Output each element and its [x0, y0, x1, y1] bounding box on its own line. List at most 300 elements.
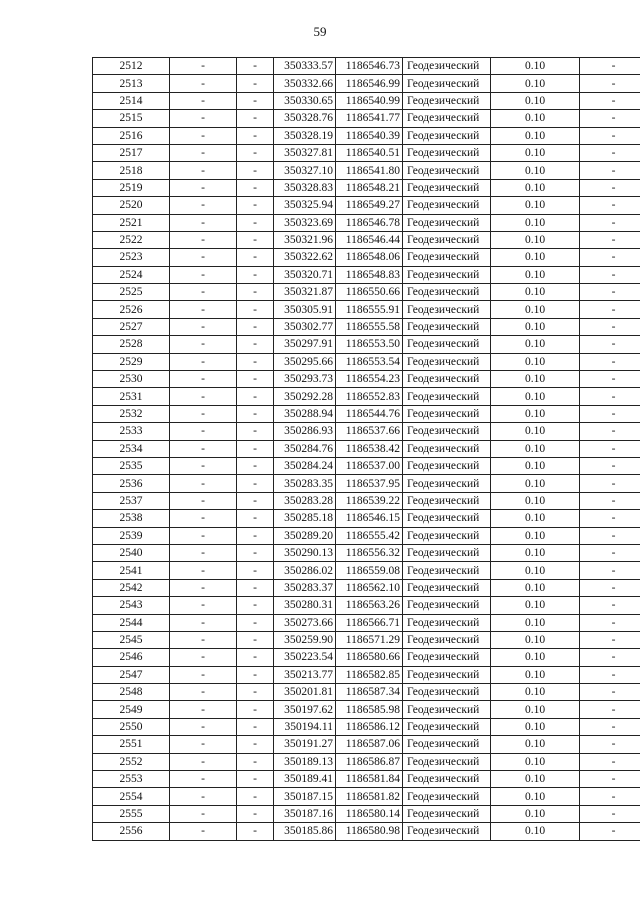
table-row: [93, 457, 640, 474]
table-row: [93, 179, 640, 196]
col2-cell: -: [170, 614, 237, 631]
method-cell: Геодезический: [403, 423, 491, 440]
last-col-cell: -: [580, 631, 640, 648]
accuracy-cell: 0.10: [491, 92, 580, 109]
method-cell: Геодезический: [403, 718, 491, 735]
table-row: [93, 492, 640, 509]
y-coordinate-cell: 1186555.58: [336, 318, 403, 335]
x-coordinate-cell: 350283.37: [274, 579, 336, 596]
y-coordinate-cell: 1186538.42: [336, 440, 403, 457]
col3-cell: -: [237, 214, 274, 231]
accuracy-cell: 0.10: [491, 475, 580, 492]
point-number-cell: 2524: [93, 266, 170, 283]
x-coordinate-cell: 350332.66: [274, 75, 336, 92]
table-row: [93, 423, 640, 440]
x-coordinate-cell: 350297.91: [274, 336, 336, 353]
point-number-cell: 2530: [93, 371, 170, 388]
col2-cell: -: [170, 771, 237, 788]
point-number-cell: 2518: [93, 162, 170, 179]
x-coordinate-cell: 350333.57: [274, 58, 336, 75]
col2-cell: -: [170, 336, 237, 353]
col3-cell: -: [237, 336, 274, 353]
table-row: [93, 475, 640, 492]
table-row: [93, 110, 640, 127]
last-col-cell: -: [580, 249, 640, 266]
x-coordinate-cell: 350328.83: [274, 179, 336, 196]
col3-cell: -: [237, 614, 274, 631]
point-number-cell: 2556: [93, 823, 170, 840]
col3-cell: -: [237, 58, 274, 75]
method-cell: Геодезический: [403, 301, 491, 318]
col3-cell: -: [237, 684, 274, 701]
col2-cell: -: [170, 805, 237, 822]
last-col-cell: -: [580, 718, 640, 735]
y-coordinate-cell: 1186537.95: [336, 475, 403, 492]
method-cell: Геодезический: [403, 231, 491, 248]
y-coordinate-cell: 1186553.50: [336, 336, 403, 353]
accuracy-cell: 0.10: [491, 631, 580, 648]
col2-cell: -: [170, 823, 237, 840]
point-number-cell: 2543: [93, 597, 170, 614]
method-cell: Геодезический: [403, 440, 491, 457]
accuracy-cell: 0.10: [491, 492, 580, 509]
point-number-cell: 2541: [93, 562, 170, 579]
col2-cell: -: [170, 527, 237, 544]
table-row: [93, 353, 640, 370]
table-row: [93, 631, 640, 648]
last-col-cell: -: [580, 579, 640, 596]
col3-cell: -: [237, 197, 274, 214]
point-number-cell: 2525: [93, 284, 170, 301]
method-cell: Геодезический: [403, 144, 491, 161]
last-col-cell: -: [580, 127, 640, 144]
method-cell: Геодезический: [403, 544, 491, 561]
col2-cell: -: [170, 110, 237, 127]
y-coordinate-cell: 1186559.08: [336, 562, 403, 579]
point-number-cell: 2512: [93, 58, 170, 75]
method-cell: Геодезический: [403, 510, 491, 527]
col2-cell: -: [170, 544, 237, 561]
point-number-cell: 2547: [93, 666, 170, 683]
y-coordinate-cell: 1186581.82: [336, 788, 403, 805]
y-coordinate-cell: 1186544.76: [336, 405, 403, 422]
col3-cell: -: [237, 597, 274, 614]
last-col-cell: -: [580, 527, 640, 544]
point-number-cell: 2526: [93, 301, 170, 318]
col2-cell: -: [170, 162, 237, 179]
x-coordinate-cell: 350305.91: [274, 301, 336, 318]
y-coordinate-cell: 1186582.85: [336, 666, 403, 683]
x-coordinate-cell: 350321.96: [274, 231, 336, 248]
col2-cell: -: [170, 510, 237, 527]
col3-cell: -: [237, 510, 274, 527]
last-col-cell: -: [580, 805, 640, 822]
col3-cell: -: [237, 284, 274, 301]
col2-cell: -: [170, 492, 237, 509]
col2-cell: -: [170, 753, 237, 770]
last-col-cell: -: [580, 440, 640, 457]
accuracy-cell: 0.10: [491, 527, 580, 544]
last-col-cell: -: [580, 197, 640, 214]
table-row: [93, 597, 640, 614]
method-cell: Геодезический: [403, 631, 491, 648]
y-coordinate-cell: 1186580.14: [336, 805, 403, 822]
accuracy-cell: 0.10: [491, 510, 580, 527]
x-coordinate-cell: 350191.27: [274, 736, 336, 753]
last-col-cell: -: [580, 823, 640, 840]
point-number-cell: 2553: [93, 771, 170, 788]
col3-cell: -: [237, 718, 274, 735]
point-number-cell: 2540: [93, 544, 170, 561]
point-number-cell: 2552: [93, 753, 170, 770]
y-coordinate-cell: 1186566.71: [336, 614, 403, 631]
method-cell: Геодезический: [403, 110, 491, 127]
accuracy-cell: 0.10: [491, 58, 580, 75]
col2-cell: -: [170, 231, 237, 248]
point-number-cell: 2542: [93, 579, 170, 596]
accuracy-cell: 0.10: [491, 544, 580, 561]
point-number-cell: 2523: [93, 249, 170, 266]
point-number-cell: 2521: [93, 214, 170, 231]
col3-cell: -: [237, 440, 274, 457]
col3-cell: -: [237, 457, 274, 474]
col2-cell: -: [170, 75, 237, 92]
last-col-cell: -: [580, 788, 640, 805]
last-col-cell: -: [580, 614, 640, 631]
coordinates-table-body: [93, 58, 640, 841]
accuracy-cell: 0.10: [491, 440, 580, 457]
accuracy-cell: 0.10: [491, 457, 580, 474]
col2-cell: -: [170, 788, 237, 805]
accuracy-cell: 0.10: [491, 562, 580, 579]
y-coordinate-cell: 1186550.66: [336, 284, 403, 301]
accuracy-cell: 0.10: [491, 127, 580, 144]
last-col-cell: -: [580, 75, 640, 92]
col3-cell: -: [237, 92, 274, 109]
method-cell: Геодезический: [403, 457, 491, 474]
method-cell: Геодезический: [403, 492, 491, 509]
point-number-cell: 2537: [93, 492, 170, 509]
accuracy-cell: 0.10: [491, 371, 580, 388]
method-cell: Геодезический: [403, 318, 491, 335]
col3-cell: -: [237, 527, 274, 544]
col2-cell: -: [170, 249, 237, 266]
point-number-cell: 2532: [93, 405, 170, 422]
table-row: [93, 249, 640, 266]
accuracy-cell: 0.10: [491, 162, 580, 179]
col2-cell: -: [170, 266, 237, 283]
last-col-cell: -: [580, 284, 640, 301]
accuracy-cell: 0.10: [491, 649, 580, 666]
point-number-cell: 2514: [93, 92, 170, 109]
y-coordinate-cell: 1186549.27: [336, 197, 403, 214]
y-coordinate-cell: 1186539.22: [336, 492, 403, 509]
y-coordinate-cell: 1186580.98: [336, 823, 403, 840]
method-cell: Геодезический: [403, 771, 491, 788]
table-row: [93, 510, 640, 527]
method-cell: Геодезический: [403, 666, 491, 683]
table-row: [93, 231, 640, 248]
x-coordinate-cell: 350284.24: [274, 457, 336, 474]
x-coordinate-cell: 350325.94: [274, 197, 336, 214]
page-number: 59: [313, 24, 327, 39]
col3-cell: -: [237, 701, 274, 718]
last-col-cell: -: [580, 544, 640, 561]
table-row: [93, 701, 640, 718]
accuracy-cell: 0.10: [491, 405, 580, 422]
point-number-cell: 2531: [93, 388, 170, 405]
x-coordinate-cell: 350322.62: [274, 249, 336, 266]
method-cell: Геодезический: [403, 371, 491, 388]
table-row: [93, 544, 640, 561]
x-coordinate-cell: 350284.76: [274, 440, 336, 457]
point-number-cell: 2527: [93, 318, 170, 335]
point-number-cell: 2513: [93, 75, 170, 92]
method-cell: Геодезический: [403, 805, 491, 822]
point-number-cell: 2520: [93, 197, 170, 214]
last-col-cell: -: [580, 266, 640, 283]
method-cell: Геодезический: [403, 753, 491, 770]
y-coordinate-cell: 1186541.77: [336, 110, 403, 127]
y-coordinate-cell: 1186571.29: [336, 631, 403, 648]
point-number-cell: 2546: [93, 649, 170, 666]
col3-cell: -: [237, 492, 274, 509]
col3-cell: -: [237, 231, 274, 248]
x-coordinate-cell: 350288.94: [274, 405, 336, 422]
point-number-cell: 2539: [93, 527, 170, 544]
point-number-cell: 2535: [93, 457, 170, 474]
accuracy-cell: 0.10: [491, 231, 580, 248]
point-number-cell: 2548: [93, 684, 170, 701]
method-cell: Геодезический: [403, 58, 491, 75]
col2-cell: -: [170, 58, 237, 75]
col3-cell: -: [237, 353, 274, 370]
accuracy-cell: 0.10: [491, 736, 580, 753]
last-col-cell: -: [580, 684, 640, 701]
y-coordinate-cell: 1186546.15: [336, 510, 403, 527]
x-coordinate-cell: 350323.69: [274, 214, 336, 231]
method-cell: Геодезический: [403, 527, 491, 544]
table-row: [93, 388, 640, 405]
col3-cell: -: [237, 423, 274, 440]
method-cell: Геодезический: [403, 214, 491, 231]
y-coordinate-cell: 1186546.73: [336, 58, 403, 75]
y-coordinate-cell: 1186587.34: [336, 684, 403, 701]
point-number-cell: 2529: [93, 353, 170, 370]
accuracy-cell: 0.10: [491, 788, 580, 805]
y-coordinate-cell: 1186586.12: [336, 718, 403, 735]
table-row: [93, 162, 640, 179]
table-row: [93, 371, 640, 388]
col2-cell: -: [170, 440, 237, 457]
x-coordinate-cell: 350289.20: [274, 527, 336, 544]
method-cell: Геодезический: [403, 266, 491, 283]
x-coordinate-cell: 350290.13: [274, 544, 336, 561]
col3-cell: -: [237, 649, 274, 666]
table-row: [93, 284, 640, 301]
col2-cell: -: [170, 127, 237, 144]
last-col-cell: -: [580, 562, 640, 579]
x-coordinate-cell: 350283.35: [274, 475, 336, 492]
table-row: [93, 75, 640, 92]
accuracy-cell: 0.10: [491, 284, 580, 301]
x-coordinate-cell: 350327.81: [274, 144, 336, 161]
col2-cell: -: [170, 457, 237, 474]
last-col-cell: -: [580, 336, 640, 353]
col2-cell: -: [170, 631, 237, 648]
point-number-cell: 2538: [93, 510, 170, 527]
y-coordinate-cell: 1186580.66: [336, 649, 403, 666]
col3-cell: -: [237, 75, 274, 92]
col2-cell: -: [170, 736, 237, 753]
last-col-cell: -: [580, 701, 640, 718]
col3-cell: -: [237, 249, 274, 266]
point-number-cell: 2517: [93, 144, 170, 161]
table-row: [93, 649, 640, 666]
method-cell: Геодезический: [403, 649, 491, 666]
col3-cell: -: [237, 579, 274, 596]
last-col-cell: -: [580, 179, 640, 196]
y-coordinate-cell: 1186546.44: [336, 231, 403, 248]
accuracy-cell: 0.10: [491, 179, 580, 196]
x-coordinate-cell: 350293.73: [274, 371, 336, 388]
x-coordinate-cell: 350187.15: [274, 788, 336, 805]
method-cell: Геодезический: [403, 579, 491, 596]
y-coordinate-cell: 1186556.32: [336, 544, 403, 561]
last-col-cell: -: [580, 110, 640, 127]
last-col-cell: -: [580, 318, 640, 335]
last-col-cell: -: [580, 666, 640, 683]
last-col-cell: -: [580, 144, 640, 161]
col2-cell: -: [170, 179, 237, 196]
table-row: [93, 92, 640, 109]
col2-cell: -: [170, 388, 237, 405]
method-cell: Геодезический: [403, 197, 491, 214]
table-row: [93, 562, 640, 579]
col3-cell: -: [237, 805, 274, 822]
x-coordinate-cell: 350327.10: [274, 162, 336, 179]
accuracy-cell: 0.10: [491, 614, 580, 631]
last-col-cell: -: [580, 92, 640, 109]
accuracy-cell: 0.10: [491, 318, 580, 335]
last-col-cell: -: [580, 58, 640, 75]
col2-cell: -: [170, 562, 237, 579]
accuracy-cell: 0.10: [491, 579, 580, 596]
accuracy-cell: 0.10: [491, 823, 580, 840]
method-cell: Геодезический: [403, 597, 491, 614]
col3-cell: -: [237, 144, 274, 161]
x-coordinate-cell: 350295.66: [274, 353, 336, 370]
col3-cell: -: [237, 127, 274, 144]
col2-cell: -: [170, 666, 237, 683]
col2-cell: -: [170, 353, 237, 370]
table-row: [93, 805, 640, 822]
accuracy-cell: 0.10: [491, 753, 580, 770]
method-cell: Геодезический: [403, 92, 491, 109]
accuracy-cell: 0.10: [491, 336, 580, 353]
table-row: [93, 614, 640, 631]
accuracy-cell: 0.10: [491, 684, 580, 701]
x-coordinate-cell: 350185.86: [274, 823, 336, 840]
accuracy-cell: 0.10: [491, 771, 580, 788]
table-row: [93, 788, 640, 805]
col2-cell: -: [170, 684, 237, 701]
y-coordinate-cell: 1186548.06: [336, 249, 403, 266]
col2-cell: -: [170, 371, 237, 388]
x-coordinate-cell: 350286.02: [274, 562, 336, 579]
point-number-cell: 2522: [93, 231, 170, 248]
point-number-cell: 2528: [93, 336, 170, 353]
y-coordinate-cell: 1186540.39: [336, 127, 403, 144]
method-cell: Геодезический: [403, 684, 491, 701]
x-coordinate-cell: 350194.11: [274, 718, 336, 735]
col3-cell: -: [237, 631, 274, 648]
col3-cell: -: [237, 788, 274, 805]
x-coordinate-cell: 350302.77: [274, 318, 336, 335]
last-col-cell: -: [580, 649, 640, 666]
accuracy-cell: 0.10: [491, 701, 580, 718]
last-col-cell: -: [580, 597, 640, 614]
y-coordinate-cell: 1186540.99: [336, 92, 403, 109]
last-col-cell: -: [580, 510, 640, 527]
last-col-cell: -: [580, 736, 640, 753]
accuracy-cell: 0.10: [491, 353, 580, 370]
table-row: [93, 336, 640, 353]
method-cell: Геодезический: [403, 788, 491, 805]
col2-cell: -: [170, 701, 237, 718]
col2-cell: -: [170, 649, 237, 666]
table-row: [93, 318, 640, 335]
col2-cell: -: [170, 197, 237, 214]
y-coordinate-cell: 1186554.23: [336, 371, 403, 388]
col3-cell: -: [237, 301, 274, 318]
point-number-cell: 2545: [93, 631, 170, 648]
x-coordinate-cell: 350330.65: [274, 92, 336, 109]
table-row: [93, 753, 640, 770]
accuracy-cell: 0.10: [491, 110, 580, 127]
col3-cell: -: [237, 110, 274, 127]
table-row: [93, 718, 640, 735]
y-coordinate-cell: 1186546.99: [336, 75, 403, 92]
table-row: [93, 666, 640, 683]
col3-cell: -: [237, 318, 274, 335]
last-col-cell: -: [580, 231, 640, 248]
col2-cell: -: [170, 405, 237, 422]
x-coordinate-cell: 350197.62: [274, 701, 336, 718]
col3-cell: -: [237, 736, 274, 753]
method-cell: Геодезический: [403, 614, 491, 631]
method-cell: Геодезический: [403, 823, 491, 840]
point-number-cell: 2536: [93, 475, 170, 492]
y-coordinate-cell: 1186553.54: [336, 353, 403, 370]
x-coordinate-cell: 350283.28: [274, 492, 336, 509]
point-number-cell: 2554: [93, 788, 170, 805]
table-row: [93, 214, 640, 231]
y-coordinate-cell: 1186548.83: [336, 266, 403, 283]
last-col-cell: -: [580, 162, 640, 179]
last-col-cell: -: [580, 353, 640, 370]
col3-cell: -: [237, 266, 274, 283]
accuracy-cell: 0.10: [491, 805, 580, 822]
last-col-cell: -: [580, 388, 640, 405]
x-coordinate-cell: 350292.28: [274, 388, 336, 405]
method-cell: Геодезический: [403, 336, 491, 353]
last-col-cell: -: [580, 771, 640, 788]
method-cell: Геодезический: [403, 162, 491, 179]
col3-cell: -: [237, 823, 274, 840]
method-cell: Геодезический: [403, 75, 491, 92]
y-coordinate-cell: 1186581.84: [336, 771, 403, 788]
